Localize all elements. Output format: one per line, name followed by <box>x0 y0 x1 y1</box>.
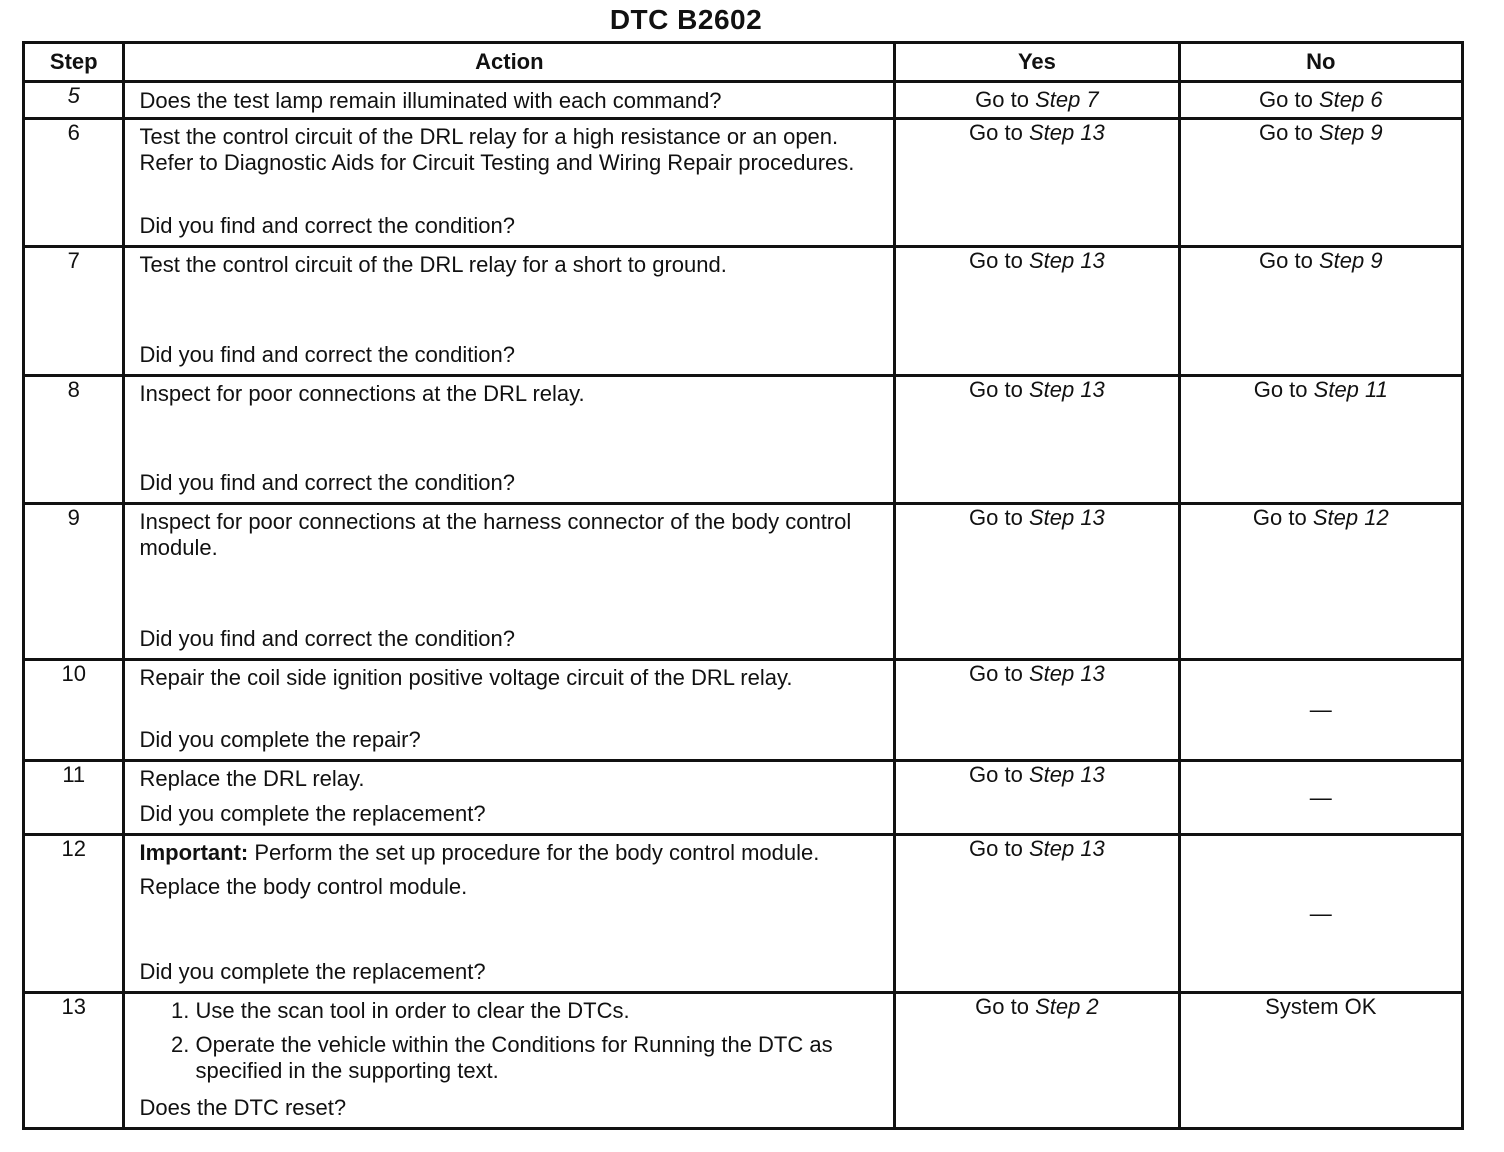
yes-goto: Go to Step 13 <box>969 120 1105 145</box>
yes-cell <box>895 761 1179 835</box>
table-row <box>24 247 1463 376</box>
yes-goto: Go to Step 7 <box>975 87 1099 112</box>
action-cell <box>124 761 895 835</box>
header-action: Action <box>124 43 895 82</box>
yes-goto: Go to Step 13 <box>969 661 1105 686</box>
action-instruction: Test the control circuit of the DRL relay for a high resistance or an open. Refer to Diagnostic Aids for Circuit Testing and Wiring Repair procedures. <box>139 124 855 175</box>
yes-cell <box>895 835 1179 993</box>
table-row <box>24 119 1463 247</box>
important-label: Important: <box>139 840 249 865</box>
important-text: Perform the set up procedure for the body control module. <box>254 840 820 865</box>
yes-cell <box>895 119 1179 247</box>
yes-cell <box>895 993 1179 1129</box>
header-row <box>24 43 1463 82</box>
action-cell <box>124 504 895 660</box>
yes-goto: Go to Step 13 <box>969 377 1105 402</box>
table-row <box>24 993 1463 1129</box>
step-number: 11 <box>24 761 124 835</box>
step-number: 12 <box>24 835 124 993</box>
no-cell <box>1179 376 1462 504</box>
procedure-list <box>139 998 881 1092</box>
no-goto: Go to Step 12 <box>1252 505 1389 530</box>
header-yes: Yes <box>895 43 1179 82</box>
no-cell <box>1179 660 1462 761</box>
action-instruction: Replace the body control module. <box>139 874 468 899</box>
action-cell <box>124 993 895 1129</box>
action-question: Did you find and correct the condition? <box>139 626 515 651</box>
header-step: Step <box>24 43 124 82</box>
yes-cell <box>895 504 1179 660</box>
step-number: 6 <box>24 119 124 247</box>
action-cell <box>124 376 895 504</box>
table-row <box>24 660 1463 761</box>
action-question: Did you find and correct the condition? <box>139 470 515 495</box>
no-cell <box>1179 835 1462 993</box>
table-row <box>24 761 1463 835</box>
action-question: Did you find and correct the condition? <box>139 342 515 367</box>
no-dash: — <box>1309 784 1332 810</box>
action-instruction: Test the control circuit of the DRL relay for a short to ground. <box>139 252 727 277</box>
document-title: DTC B2602 <box>609 4 763 35</box>
action-cell <box>124 660 895 761</box>
action-question: Does the DTC reset? <box>139 1095 347 1120</box>
no-cell <box>1179 119 1462 247</box>
table-row <box>24 504 1463 660</box>
no-cell <box>1179 993 1462 1129</box>
diagnostic-table <box>22 41 1464 1130</box>
action-question: Does the test lamp remain illuminated with each command? <box>139 88 722 113</box>
action-question: Did you complete the repair? <box>139 727 421 752</box>
no-cell <box>1179 761 1462 835</box>
action-cell <box>124 835 895 993</box>
header-no: No <box>1179 43 1462 82</box>
important-note <box>139 840 881 866</box>
no-dash: — <box>1309 697 1332 722</box>
yes-goto: Go to Step 13 <box>969 836 1105 861</box>
list-item: 2. Operate the vehicle within the Conditions for Running the DTC as specified in the supporting text. <box>195 1032 881 1084</box>
no-cell <box>1179 247 1462 376</box>
yes-cell <box>895 82 1179 119</box>
step-number: 13 <box>24 993 124 1129</box>
yes-goto: Go to Step 13 <box>969 762 1105 787</box>
table-row <box>24 835 1463 993</box>
action-cell <box>124 247 895 376</box>
no-goto: Go to Step 6 <box>1259 87 1383 112</box>
yes-goto: Go to Step 13 <box>969 505 1105 530</box>
action-question: Did you find and correct the condition? <box>139 213 515 238</box>
table-row <box>24 82 1463 119</box>
step-number: 5 <box>24 82 124 119</box>
yes-goto: Go to Step 2 <box>975 994 1099 1019</box>
no-result: System OK <box>1265 994 1377 1019</box>
no-goto: Go to Step 11 <box>1253 377 1388 402</box>
yes-cell <box>895 247 1179 376</box>
list-item: 1. Use the scan tool in order to clear the DTCs. <box>195 998 881 1024</box>
action-cell <box>124 82 895 119</box>
table-row <box>24 376 1463 504</box>
step-number: 10 <box>24 660 124 761</box>
action-question: Did you complete the replacement? <box>139 801 486 826</box>
action-instruction: Inspect for poor connections at the harness connector of the body control module. <box>139 509 852 560</box>
yes-cell <box>895 376 1179 504</box>
step-number: 7 <box>24 247 124 376</box>
step-number: 9 <box>24 504 124 660</box>
step-number: 8 <box>24 376 124 504</box>
action-instruction: Replace the DRL relay. <box>139 766 365 791</box>
yes-goto: Go to Step 13 <box>969 248 1105 273</box>
action-question: Did you complete the replacement? <box>139 959 486 984</box>
no-cell <box>1179 504 1462 660</box>
action-instruction: Repair the coil side ignition positive voltage circuit of the DRL relay. <box>139 665 793 690</box>
action-cell <box>124 119 895 247</box>
no-goto: Go to Step 9 <box>1259 248 1383 273</box>
no-dash: — <box>1309 900 1332 926</box>
no-cell <box>1179 82 1462 119</box>
no-goto: Go to Step 9 <box>1259 120 1383 145</box>
yes-cell <box>895 660 1179 761</box>
action-instruction: Inspect for poor connections at the DRL relay. <box>139 381 585 406</box>
